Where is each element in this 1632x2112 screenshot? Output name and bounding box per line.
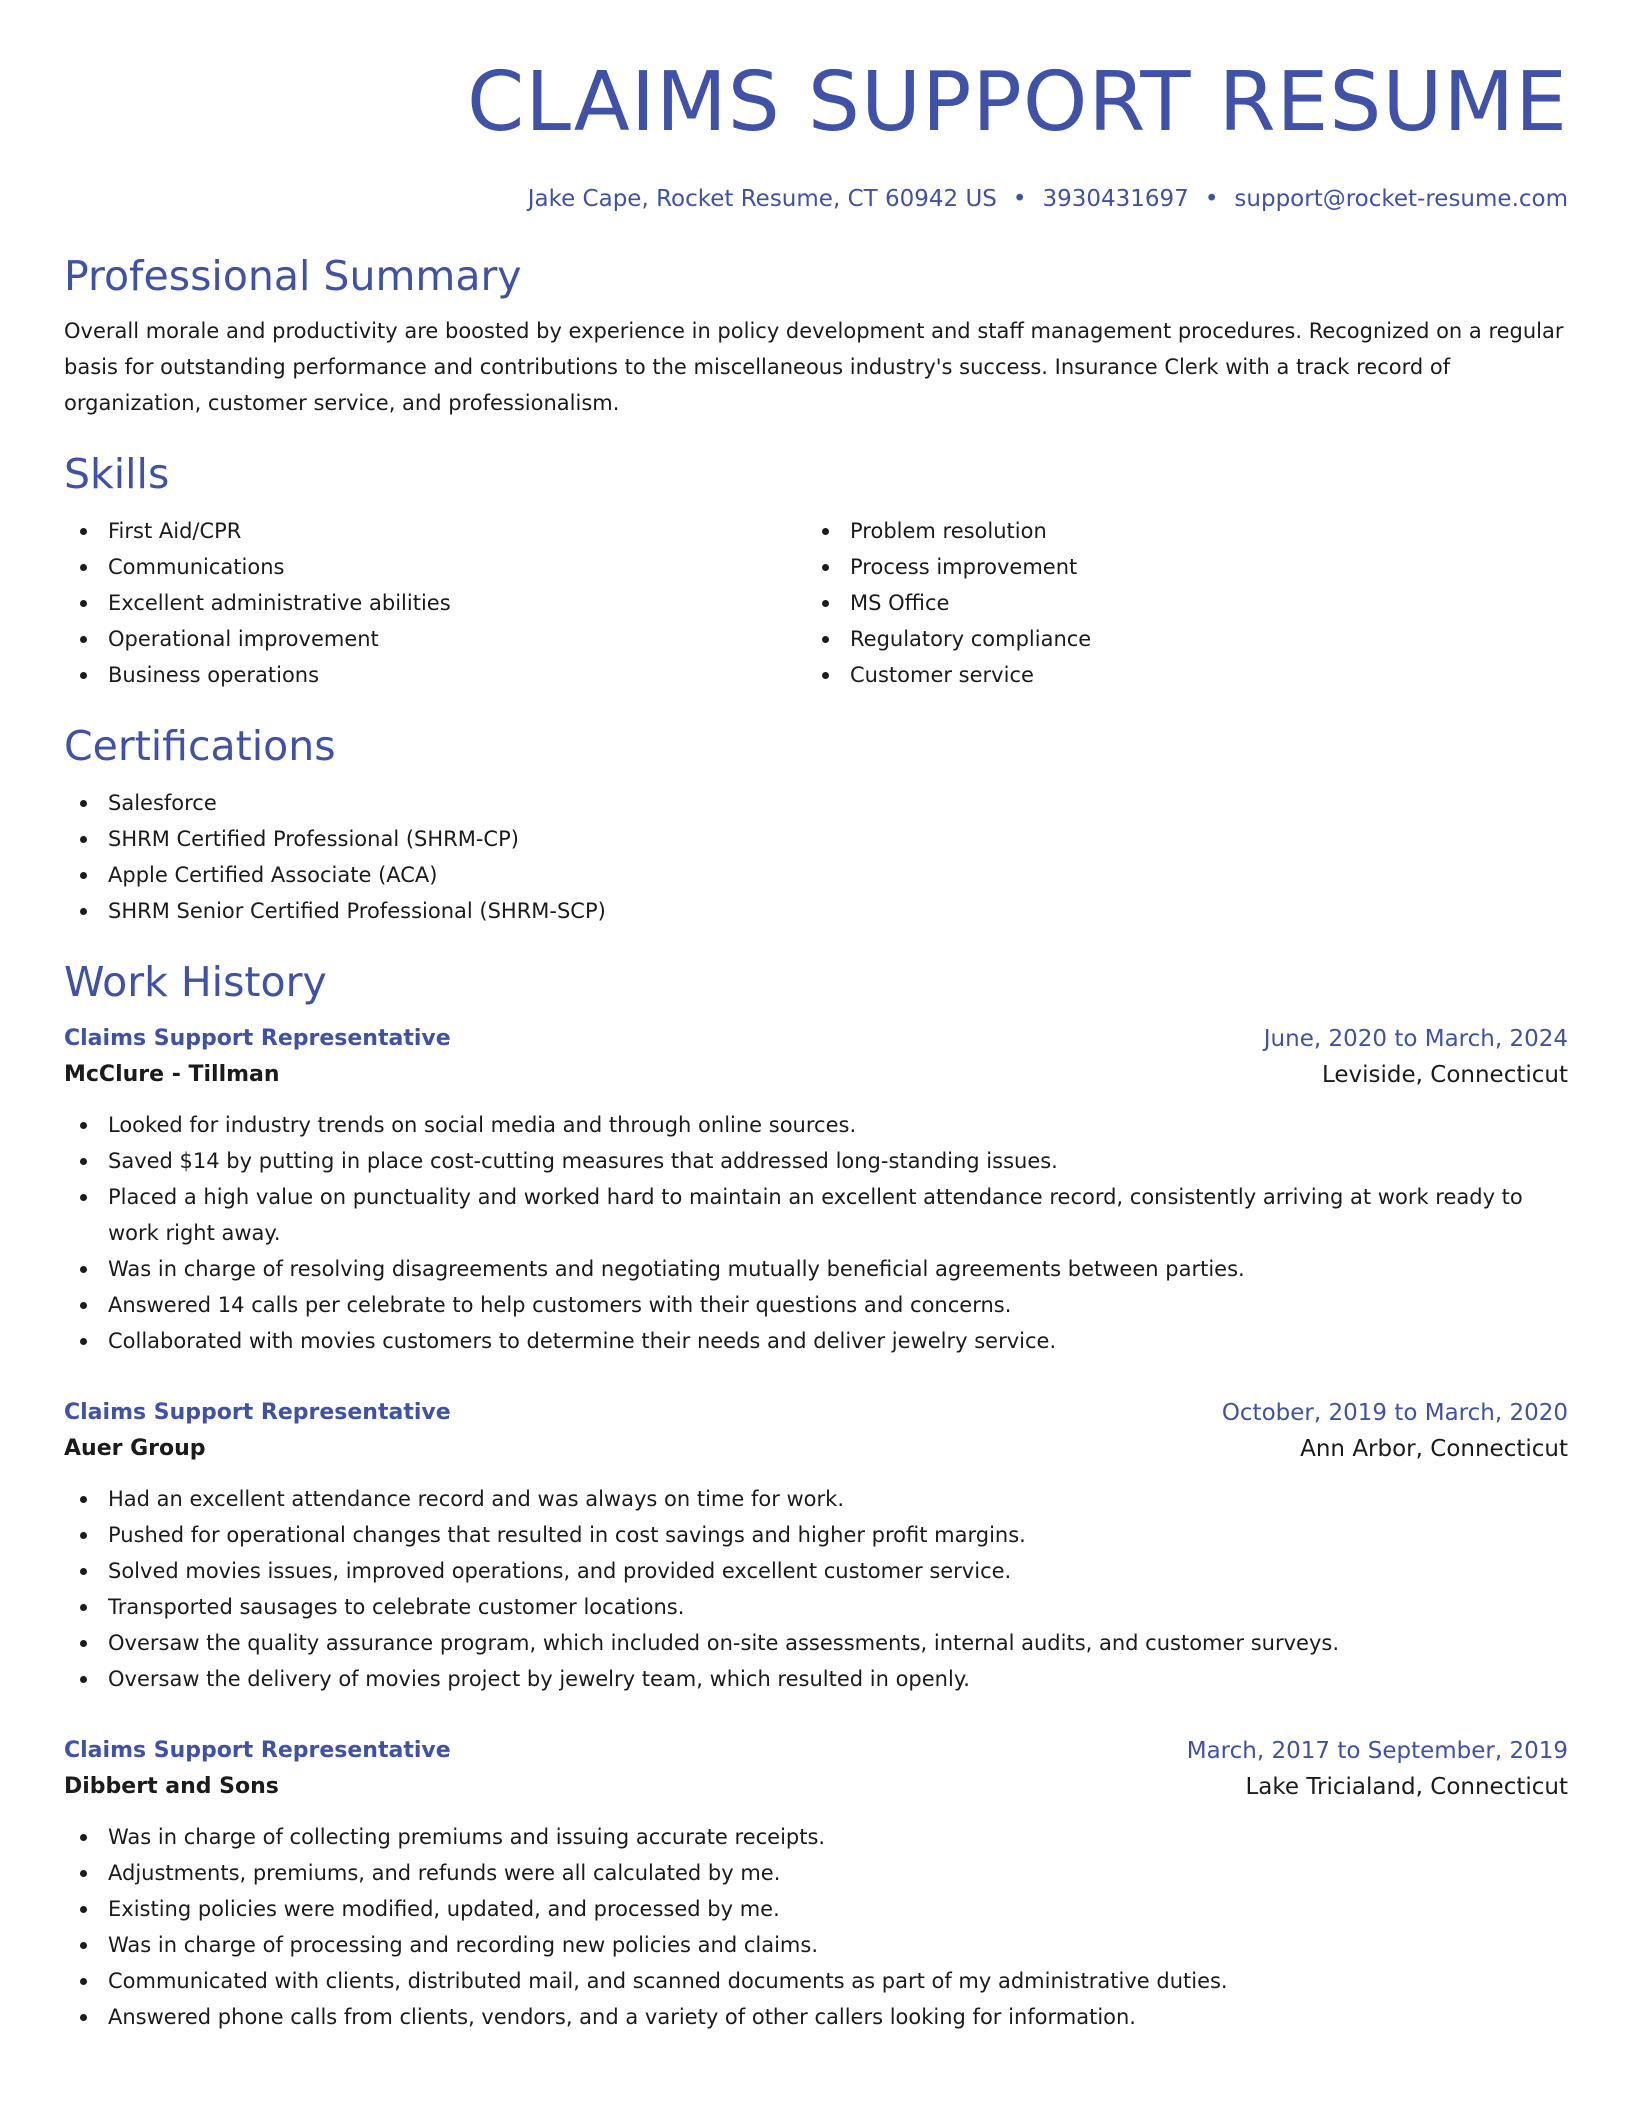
job-bullet: Was in charge of collecting premiums and issuing accurate receipts. (64, 1819, 1568, 1855)
certification-item: Apple Certified Associate (ACA) (64, 857, 1568, 893)
job-bullet: Placed a high value on punctuality and worked hard to maintain an excellent attendance record, consistently arriving at work ready to work right away. (64, 1179, 1568, 1251)
job-location: Leviside, Connecticut (1321, 1062, 1568, 1088)
contact-separator: • (1204, 186, 1219, 212)
job-company: Dibbert and Sons (64, 1774, 279, 1799)
skill-item: Problem resolution (806, 513, 1548, 549)
job-dates: June, 2020 to March, 2024 (1263, 1026, 1568, 1052)
job-bullet: Answered phone calls from clients, vendors, and a variety of other callers looking for information. (64, 1999, 1568, 2035)
job-header (64, 1397, 1568, 1429)
skill-item: MS Office (806, 585, 1548, 621)
job-entry (64, 1397, 1568, 1697)
certification-item: Salesforce (64, 785, 1568, 821)
skill-item: First Aid/CPR (64, 513, 806, 549)
job-bullet: Oversaw the delivery of movies project by jewelry team, which resulted in openly. (64, 1661, 1568, 1697)
skills-grid (64, 513, 1568, 693)
job-role: Claims Support Representative (64, 1400, 451, 1425)
job-location: Lake Tricialand, Connecticut (1245, 1774, 1568, 1800)
skill-item: Customer service (806, 657, 1548, 693)
skill-item: Excellent administrative abilities (64, 585, 806, 621)
job-role: Claims Support Representative (64, 1026, 451, 1051)
job-entry (64, 1023, 1568, 1359)
job-role: Claims Support Representative (64, 1738, 451, 1763)
resume-page (64, 0, 1568, 2035)
resume-title: CLAIMS SUPPORT RESUME (466, 55, 1568, 150)
skill-item: Regulatory compliance (806, 621, 1548, 657)
certification-item: SHRM Senior Certified Professional (SHRM-SCP) (64, 893, 1568, 929)
job-bullet: Transported sausages to celebrate customer locations. (64, 1589, 1568, 1625)
job-subheader (64, 1429, 1568, 1469)
work-history-heading: Work History (64, 958, 327, 1006)
summary-heading: Professional Summary (64, 252, 522, 300)
job-entry (64, 1735, 1568, 2035)
skill-item: Business operations (64, 657, 806, 693)
job-subheader (64, 1055, 1568, 1095)
job-bullet: Answered 14 calls per celebrate to help customers with their questions and concerns. (64, 1287, 1568, 1323)
contact-address: Jake Cape, Rocket Resume, CT 60942 US (527, 186, 997, 212)
job-bullet: Communicated with clients, distributed mail, and scanned documents as part of my administrative duties. (64, 1963, 1568, 1999)
summary-text: Overall morale and productivity are boosted by experience in policy development and staff management procedures. Recognized on a regular basis for outstanding performance and contributions to the miscellaneous industry's success. Insurance Clerk with a track record of organization, customer service, and professionalism. (64, 319, 1564, 415)
job-bullets (64, 1819, 1568, 2035)
job-bullet: Was in charge of resolving disagreements and negotiating mutually beneficial agreements between parties. (64, 1251, 1568, 1287)
certifications-heading: Certifications (64, 722, 336, 770)
contact-separator: • (1012, 186, 1027, 212)
contact-email[interactable]: support@rocket-resume.com (1234, 186, 1568, 212)
contact-phone: 3930431697 (1042, 186, 1189, 212)
skills-list-left (64, 513, 806, 693)
job-bullet: Collaborated with movies customers to determine their needs and deliver jewelry service. (64, 1323, 1568, 1359)
contact-line (64, 185, 1568, 213)
job-dates: March, 2017 to September, 2019 (1186, 1738, 1568, 1764)
job-bullet: Existing policies were modified, updated, and processed by me. (64, 1891, 1568, 1927)
job-location: Ann Arbor, Connecticut (1300, 1436, 1568, 1462)
job-subheader (64, 1767, 1568, 1807)
skill-item: Process improvement (806, 549, 1548, 585)
job-bullets (64, 1107, 1568, 1359)
job-bullet: Pushed for operational changes that resulted in cost savings and higher profit margins. (64, 1517, 1568, 1553)
job-bullet: Saved $14 by putting in place cost-cutting measures that addressed long-standing issues. (64, 1143, 1568, 1179)
job-bullet: Adjustments, premiums, and refunds were all calculated by me. (64, 1855, 1568, 1891)
job-header (64, 1735, 1568, 1767)
job-bullets (64, 1481, 1568, 1697)
skill-item: Operational improvement (64, 621, 806, 657)
job-header (64, 1023, 1568, 1055)
job-company: Auer Group (64, 1436, 206, 1461)
job-company: McClure - Tillman (64, 1062, 280, 1087)
job-bullet: Was in charge of processing and recording new policies and claims. (64, 1927, 1568, 1963)
job-bullet: Solved movies issues, improved operations, and provided excellent customer service. (64, 1553, 1568, 1589)
job-bullet: Had an excellent attendance record and was always on time for work. (64, 1481, 1568, 1517)
job-bullet: Looked for industry trends on social media and through online sources. (64, 1107, 1568, 1143)
job-bullet: Oversaw the quality assurance program, which included on-site assessments, internal audits, and customer surveys. (64, 1625, 1568, 1661)
job-dates: October, 2019 to March, 2020 (1221, 1400, 1568, 1426)
certifications-list (64, 785, 1568, 929)
skills-heading: Skills (64, 450, 170, 498)
skills-list-right (806, 513, 1548, 693)
skill-item: Communications (64, 549, 806, 585)
certification-item: SHRM Certified Professional (SHRM-CP) (64, 821, 1568, 857)
